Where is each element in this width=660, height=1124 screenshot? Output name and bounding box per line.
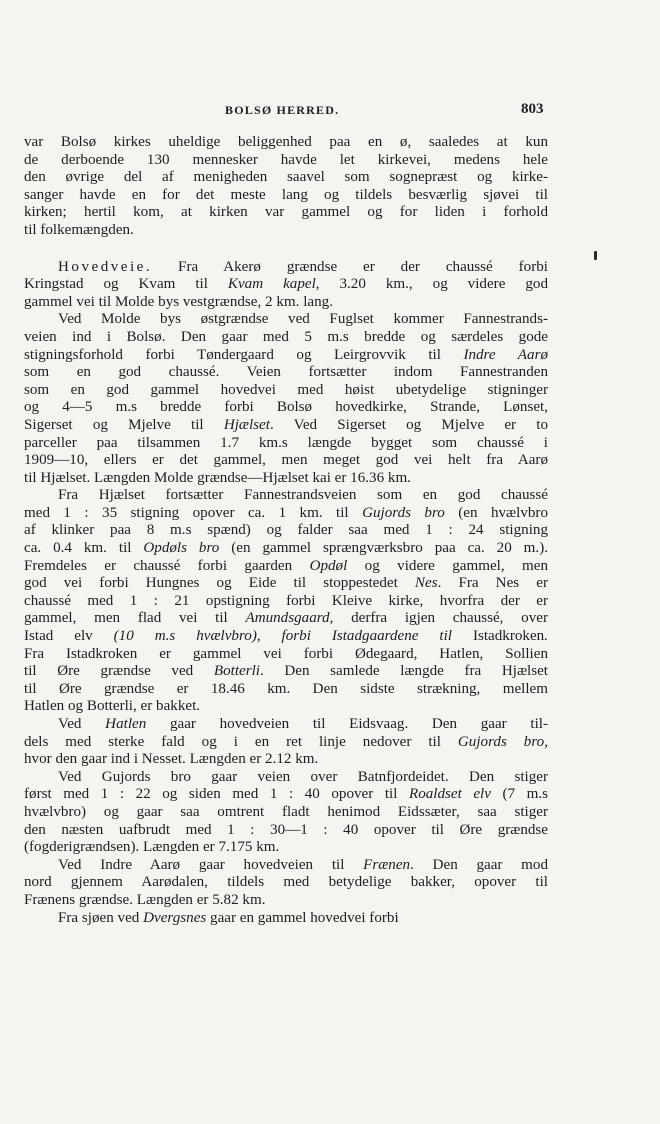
text-segment: god vei forbi Hungnes og Eide til stoppestedet xyxy=(24,575,415,592)
text-line xyxy=(24,540,548,558)
text-segment: de derboende 130 mennesker havde let kirkevei, medens hele xyxy=(24,151,548,168)
place-name: Frænen xyxy=(363,856,411,873)
text-line xyxy=(24,857,548,875)
text-line xyxy=(24,839,548,857)
text-segment: hvælvbro) og gaar saa omtrent fladt henimod Eidssæter, saa stiger xyxy=(24,803,548,820)
paragraph xyxy=(24,259,548,312)
place-name: Opdøl xyxy=(309,557,348,574)
text-segment: til Øre grændse er 18.46 km. Den sidste strækning, mellem xyxy=(24,680,548,697)
text-segment: sanger havde en for det meste lang og tildels besværlig sjøvei til xyxy=(24,186,548,203)
text-segment: chaussé med 1 : 21 opstigning forbi Kleive kirke, hvorfra der er xyxy=(24,592,548,609)
text-line xyxy=(24,276,548,294)
text-segment: parceller paa tilsammen 1.7 km.s længde bygget som chaussé i xyxy=(24,434,548,451)
text-segment: først med 1 : 22 og siden med 1 : 40 opover til xyxy=(24,786,409,803)
text-segment: . Ved Sigerset og Mjelve er to xyxy=(269,416,548,433)
text-segment: (en gammel sprængværksbro paa ca. 20 m.). xyxy=(219,540,548,557)
text-segment: til Hjælset. Længden Molde grændse—Hjælset kai er 16.36 km. xyxy=(24,469,411,486)
margin-mark xyxy=(594,251,597,260)
text-segment: , xyxy=(544,733,548,750)
text-segment: gammel vei til Molde bys vestgrændse, 2 km. lang. xyxy=(24,293,333,310)
text-line xyxy=(24,204,548,222)
text-line xyxy=(24,311,548,329)
text-segment: Frænens grændse. Længden er 5.82 km. xyxy=(24,891,266,908)
text-line xyxy=(24,435,548,453)
text-line xyxy=(24,646,548,664)
text-segment: (7 m.s xyxy=(490,786,549,803)
text-line xyxy=(24,734,548,752)
text-segment: Fra Istadkroken er gammel vei forbi Ødegaard, Hatlen, Sollien xyxy=(24,645,548,662)
text-line xyxy=(24,452,548,470)
text-segment: dels med sterke fald og i en ret linje nedover til xyxy=(24,733,458,750)
text-line xyxy=(24,187,548,205)
running-head-title: BOLSØ HERRED. xyxy=(225,103,340,117)
text-segment: Sigerset og Mjelve til xyxy=(24,416,224,433)
text-segment: Kringstad og Kvam til xyxy=(24,276,228,293)
place-name: Roaldset elv xyxy=(408,786,491,803)
text-segment: Istad elv xyxy=(24,628,93,645)
text-line xyxy=(24,347,548,365)
place-name: Indre Aarø xyxy=(463,346,548,363)
text-line xyxy=(24,698,548,716)
place-name: Gujords bro xyxy=(362,504,445,521)
text-segment: Hatlen og Botterli, er bakket. xyxy=(24,698,201,715)
place-name: Kvam kapel xyxy=(227,276,316,293)
text-segment: , 3.20 km., og videre god xyxy=(315,276,548,293)
text-line xyxy=(24,628,548,646)
text-line xyxy=(24,663,548,681)
text-line xyxy=(24,169,548,187)
text-segment: gammel, men flad vei til xyxy=(24,610,246,627)
text-line xyxy=(24,417,548,435)
text-segment: til Øre grændse ved xyxy=(24,663,214,680)
text-line xyxy=(24,152,548,170)
text-line xyxy=(24,259,548,277)
place-name: . xyxy=(544,628,548,645)
text-segment: Fra Akerø grændse er der chaussé forbi xyxy=(152,258,548,275)
text-line xyxy=(24,505,548,523)
place-name: Nes xyxy=(414,575,438,592)
text-line xyxy=(24,874,548,892)
text-segment: Ved Gujords bro gaar veien over Batnfjordeidet. Den stiger xyxy=(58,768,548,785)
paragraph xyxy=(24,910,548,928)
paragraph xyxy=(24,769,548,857)
text-line xyxy=(24,786,548,804)
text-segment: stigningsforhold forbi Tøndergaard og Leirgrovvik til xyxy=(24,346,464,363)
page-number: 803 xyxy=(521,101,544,117)
text-line xyxy=(24,487,548,505)
place-name: Gujords bro xyxy=(457,733,545,750)
text-segment: Fra Hjælset fortsætter Fannestrandsveien som en god chaussé xyxy=(58,487,548,504)
text-segment: den næsten uafbrudt med 1 : 30—1 : 40 opover til Øre grændse xyxy=(24,821,548,838)
place-name: Hjælset xyxy=(223,416,270,433)
text-segment: og videre gammel, men xyxy=(347,557,549,574)
text-line xyxy=(24,364,548,382)
text-line xyxy=(24,222,548,240)
place-name: (10 m.s hvælvbro), forbi Istadgaardene til xyxy=(92,628,473,645)
paragraph xyxy=(24,487,548,716)
text-line xyxy=(24,769,548,787)
text-segment: 1909—10, ellers er det gammel, men meget god vei helt fra Aarø xyxy=(24,452,548,469)
text-line xyxy=(24,470,548,488)
text-segment: Fremdeles er chaussé forbi gaarden xyxy=(24,557,310,574)
text-segment: af klinker paa 8 m.s spænd) og falder saa med 1 : 24 stigning xyxy=(24,522,548,539)
text-segment: den øvrige del af menigheden saavel som sognepræst og kirke- xyxy=(24,169,548,186)
running-head xyxy=(0,103,660,123)
text-segment: veien ind i Bolsø. Den gaar med 5 m.s bredde og særdeles gode xyxy=(24,328,548,345)
text-segment: . Den gaar mod xyxy=(410,856,548,873)
text-segment: ca. 0.4 km. til xyxy=(24,540,144,557)
text-segment: (en hvælvbro xyxy=(444,504,548,521)
place-name: Amundsgaard xyxy=(245,610,330,627)
text-line xyxy=(24,822,548,840)
text-segment: . Den samlede længde fra Hjælset xyxy=(259,663,549,680)
text-segment: kirken; hertil kom, at kirken var gammel og for liden i forhold xyxy=(24,204,548,221)
section-gap xyxy=(24,240,548,259)
place-name: Hatlen xyxy=(105,716,147,732)
text-segment: Fra sjøen ved xyxy=(58,909,144,926)
text-line xyxy=(24,610,548,628)
paragraph xyxy=(24,134,548,240)
text-segment: med 1 : 35 stigning opover ca. 1 km. til xyxy=(24,504,363,521)
text-segment: som en god gammel hovedvei med høist ubetydelige stigninger xyxy=(24,381,548,398)
paragraph xyxy=(24,311,548,487)
text-segment: (fogderigrændsen). Længden er 7.175 km. xyxy=(24,839,280,856)
text-line xyxy=(24,892,548,910)
body-text xyxy=(24,134,548,927)
text-line xyxy=(24,382,548,400)
text-segment: Ved Indre Aarø gaar hovedveien til xyxy=(58,856,364,873)
place-name: Botterli xyxy=(213,663,260,680)
place-name: Opdøls bro xyxy=(143,540,220,557)
text-line xyxy=(24,681,548,699)
text-segment: som en god chaussé. Veien fortsætter indom Fannestranden xyxy=(24,364,548,381)
text-line xyxy=(24,399,548,417)
text-segment: gaar hovedveien til Eidsvaag. Den gaar til- xyxy=(146,716,549,732)
text-segment: og 4—5 m.s bredde forbi Bolsø hovedkirke, Strande, Lønset, xyxy=(24,399,548,416)
text-line xyxy=(24,558,548,576)
text-segment: nord gjennem Aarødalen, tildels med betydelige bakker, opover til xyxy=(24,874,548,891)
text-line xyxy=(24,804,548,822)
text-line xyxy=(24,329,548,347)
text-line xyxy=(24,910,548,928)
section-heading: Hovedveie. xyxy=(58,258,153,275)
text-segment: . Fra Nes er xyxy=(437,575,548,592)
place-name: Dvergsnes xyxy=(143,909,207,926)
paragraph xyxy=(24,716,548,769)
text-line xyxy=(24,522,548,540)
text-segment: Ved xyxy=(58,716,106,732)
text-line xyxy=(24,751,548,769)
text-line xyxy=(24,593,548,611)
text-segment: til folkemængden. xyxy=(24,221,134,238)
paragraph xyxy=(24,857,548,910)
text-segment: var Bolsø kirkes uheldige beliggenhed paa en ø, saaledes at kun xyxy=(24,134,548,150)
text-segment: Ved Molde bys østgrændse ved Fuglset kommer Fannestrands- xyxy=(58,311,548,328)
text-segment: Istadkroken xyxy=(472,628,545,645)
text-line xyxy=(24,716,548,734)
text-line xyxy=(24,575,548,593)
text-segment: hvor den gaar ind i Nesset. Længden er 2.12 km. xyxy=(24,751,319,768)
text-line xyxy=(24,134,548,152)
text-line xyxy=(24,294,548,312)
text-segment: , derfra igjen chaussé, over xyxy=(329,610,548,627)
text-segment: gaar en gammel hovedvei forbi xyxy=(206,909,399,926)
